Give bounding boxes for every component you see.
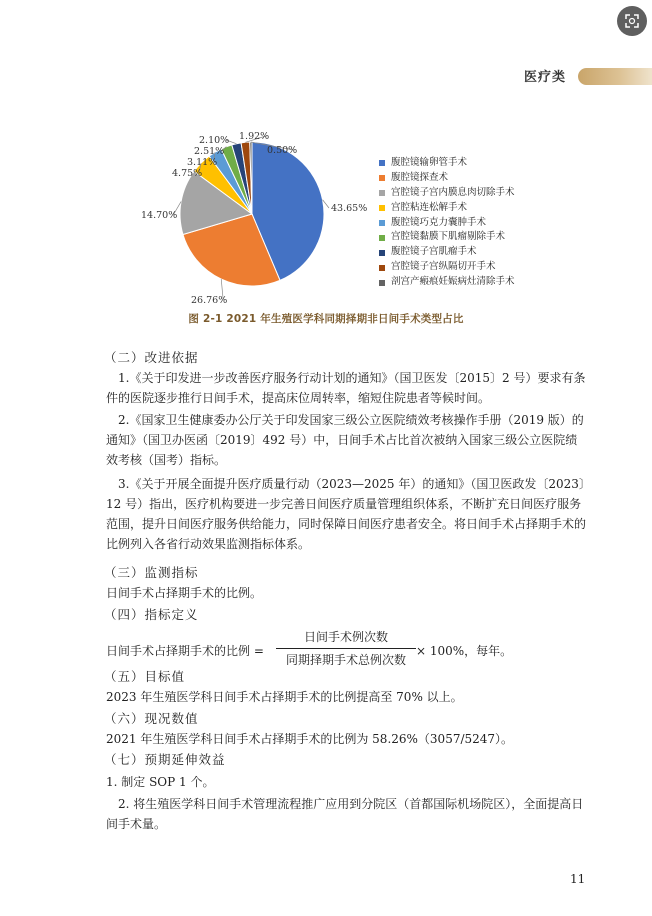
paragraph-8-text: 2. 将生殖医学科日间手术管理流程推广应用到分院区（首都国际机场院区），全面提高日间手术量。 xyxy=(106,797,584,831)
paragraph-5-text: 2023 年生殖医学科日间手术占择期手术的比例提高至 70% 以上。 xyxy=(106,690,463,704)
legend-label: 宫腔镜黏膜下肌瘤剔除手术 xyxy=(391,231,506,243)
paragraph-8 xyxy=(106,794,586,834)
section-accent-bar xyxy=(578,68,652,85)
legend-label: 剖宫产瘢痕妊娠病灶清除手术 xyxy=(391,276,515,288)
legend-label: 宫腔镜子宫纵隔切开手术 xyxy=(391,261,496,273)
legend-swatch xyxy=(379,220,385,226)
legend-label: 宫腔镜子宫内膜息肉切除手术 xyxy=(391,186,515,198)
paragraph-7-text: 1. 制定 SOP 1 个。 xyxy=(106,775,215,789)
chart-legend xyxy=(379,156,515,290)
section-title: 医疗类 xyxy=(524,70,567,85)
paragraph-3 xyxy=(106,474,586,554)
legend-swatch xyxy=(379,160,385,166)
fraction-line xyxy=(276,648,416,649)
paragraph-1-text: 1.《关于印发进一步改善医疗服务行动计划的通知》（国卫医发〔2015〕2 号）要求有条件的医院逐步推行日间手术，提高床位周转率，缩短住院患者等候时间。 xyxy=(106,371,586,405)
legend-label: 腹腔镜探查术 xyxy=(391,171,449,183)
zoom-button[interactable] xyxy=(617,6,647,36)
figure-caption: 图 2-1 2021 年生殖医学科同期择期非日间手术类型占比 xyxy=(188,313,464,325)
legend-item xyxy=(379,201,515,216)
formula-fraction xyxy=(276,628,416,669)
slice-label-group xyxy=(323,200,368,214)
paragraph-1 xyxy=(106,368,586,408)
legend-item xyxy=(379,156,515,171)
legend-swatch xyxy=(379,250,385,256)
slice-percent-label: 14.70% xyxy=(141,210,178,221)
paragraph-7 xyxy=(106,772,586,792)
legend-item xyxy=(379,230,515,245)
slice-percent-label: 1.92% xyxy=(239,131,270,142)
pie-chart-svg xyxy=(141,128,375,308)
slice-percent-label: 43.65% xyxy=(331,203,368,214)
heading-monitoring-indicator: （三）监测指标 xyxy=(104,565,199,580)
slice-label-group xyxy=(141,202,181,221)
legend-swatch xyxy=(379,190,385,196)
paragraph-6 xyxy=(106,729,586,749)
legend-swatch xyxy=(379,175,385,181)
heading-basis: （二）改进依据 xyxy=(104,350,199,365)
paragraph-2 xyxy=(106,410,586,470)
slice-percent-label: 2.51% xyxy=(194,146,225,157)
page-number: 11 xyxy=(570,872,586,886)
slice-percent-label: 2.10% xyxy=(199,135,230,146)
formula-numerator: 日间手术例次数 xyxy=(303,630,388,644)
legend-label: 腹腔镜子宫肌瘤手术 xyxy=(391,246,477,258)
heading-indicator-definition: （四）指标定义 xyxy=(104,607,199,622)
paragraph-3-text: 3.《关于开展全面提升医疗质量行动（2023—2025 年）的通知》（国卫医政发〔2023〕12 号）指出，医疗机构要进一步完善日间医疗质量管理组织体系，不断扩充日间医疗服务范围，提升日间医疗服务供给能力，同时保障日间医疗患者安全。将日间手术占择期手术的比例列入各省行动效果监测指标体系。 xyxy=(106,477,587,551)
zoom-icon xyxy=(624,13,640,29)
paragraph-2-text: 2.《国家卫生健康委办公厅关于印发国家三级公立医院绩效考核操作手册（2019 版）的通知》（国卫办医函〔2019〕492 号）中，日间手术占比首次被纳入国家三级公立医院绩效考核（国考）指标。 xyxy=(106,413,584,467)
legend-item xyxy=(379,245,515,260)
legend-item xyxy=(379,171,515,186)
paragraph-4 xyxy=(106,583,586,603)
legend-label: 腹腔镜巧克力囊肿手术 xyxy=(391,216,487,228)
formula xyxy=(106,628,546,672)
heading-current-value: （六）现况数值 xyxy=(104,711,199,726)
slice-label-group xyxy=(191,279,227,306)
legend-item xyxy=(379,216,515,231)
legend-label: 腹腔镜输卵管手术 xyxy=(391,157,468,168)
slice-label-group xyxy=(239,131,269,142)
paragraph-6-text: 2021 年生殖医学科日间手术占择期手术的比例为 58.26%（3057/5247）。 xyxy=(106,732,514,746)
formula-right: × 100%，每年。 xyxy=(416,644,513,658)
formula-left: 日间手术占择期手术的比例 = xyxy=(106,644,264,658)
heading-expected-benefits: （七）预期延伸效益 xyxy=(104,752,226,767)
legend-item xyxy=(379,260,515,275)
pie-chart xyxy=(141,128,375,308)
slice-percent-label: 4.75% xyxy=(172,168,203,179)
formula-denominator: 同期择期手术总例次数 xyxy=(285,653,406,667)
legend-item xyxy=(379,275,515,290)
paragraph-4-text: 日间手术占择期手术的比例。 xyxy=(106,586,263,600)
slice-percent-label: 0.50% xyxy=(267,145,298,156)
slice-label-group xyxy=(194,146,226,157)
heading-target-value: （五）目标值 xyxy=(104,669,186,684)
slice-percent-label: 3.11% xyxy=(187,157,218,168)
legend-swatch xyxy=(379,205,385,211)
slice-percent-label: 26.76% xyxy=(191,295,228,306)
legend-item xyxy=(379,186,515,201)
slice-label-group xyxy=(199,135,236,146)
legend-swatch xyxy=(379,265,385,271)
legend-label: 宫腔粘连松解手术 xyxy=(391,201,468,213)
paragraph-5 xyxy=(106,687,586,707)
legend-swatch xyxy=(379,235,385,241)
legend-swatch xyxy=(379,280,385,286)
